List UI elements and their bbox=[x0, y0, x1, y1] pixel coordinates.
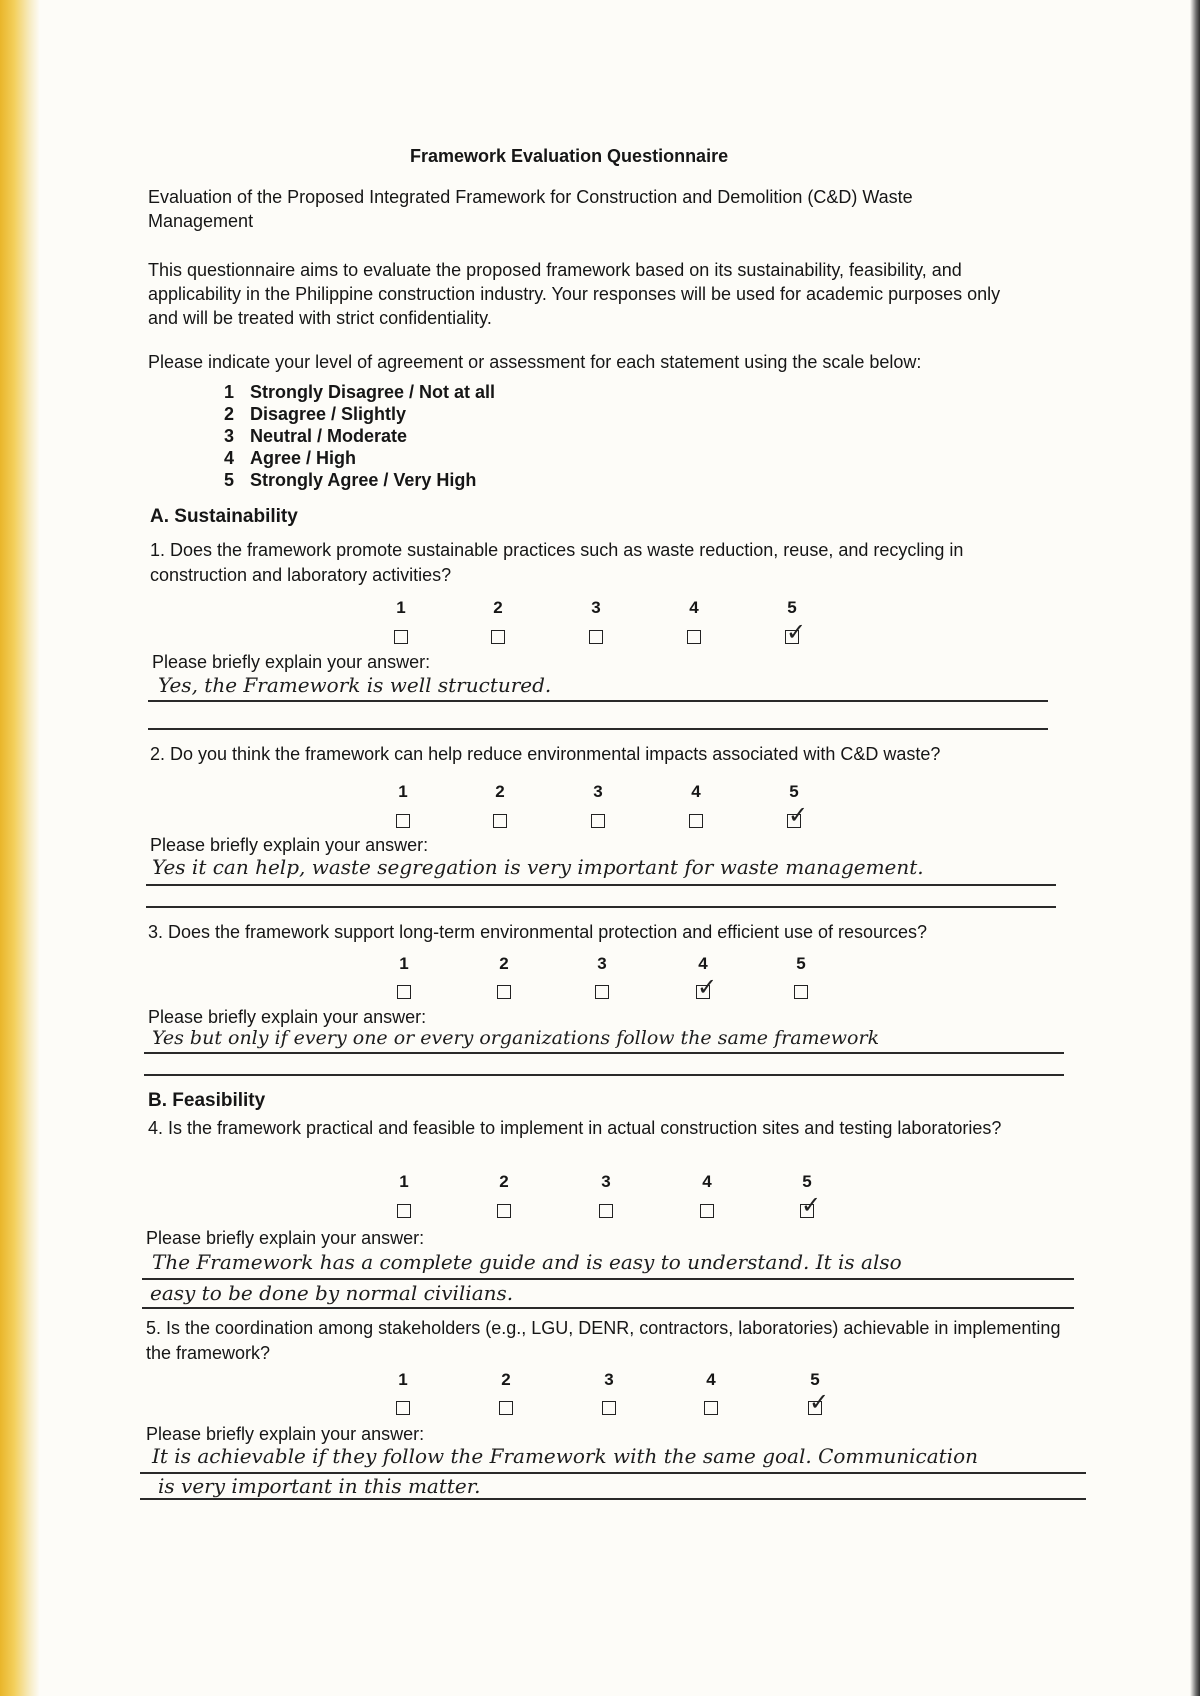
scale-item: 1 Strongly Disagree / Not at all bbox=[224, 382, 496, 402]
checkbox-2[interactable] bbox=[497, 1204, 511, 1218]
check-mark-icon: ✓ bbox=[786, 618, 807, 646]
intro-text: This questionnaire aims to evaluate the proposed framework based on its sustainability, feasibility, and applicability in the Philippine construction industry. Your responses will be used for academic purposes only and will be treated with strict confidentiality. bbox=[148, 260, 1001, 328]
answer-4-line-2: easy to be done by normal civilians. bbox=[150, 1281, 514, 1305]
option-label-1: 1 bbox=[399, 954, 409, 973]
option-label-3: 3 bbox=[593, 782, 603, 801]
question-3: 3. Does the framework support long-term environmental protection and efficient use of resources? bbox=[148, 922, 928, 942]
option-label-1: 1 bbox=[398, 782, 408, 801]
checkbox-1[interactable] bbox=[396, 1401, 410, 1415]
option-label-1: 1 bbox=[398, 1370, 408, 1389]
option-label-1: 1 bbox=[396, 598, 406, 617]
checkbox-1[interactable] bbox=[396, 814, 410, 828]
explain-label: Please briefly explain your answer: bbox=[150, 835, 429, 855]
option-label-5: 5 bbox=[810, 1370, 820, 1389]
option-label-3: 3 bbox=[601, 1172, 611, 1191]
option-label-4: 4 bbox=[702, 1172, 712, 1191]
check-mark-icon: ✓ bbox=[809, 1388, 830, 1416]
check-mark-icon: ✓ bbox=[697, 973, 718, 1001]
option-label-2: 2 bbox=[499, 1172, 509, 1191]
option-label-5: 5 bbox=[802, 1172, 812, 1191]
answer-3-line-1: Yes but only if every one or every organizations follow the same framework bbox=[152, 1027, 880, 1049]
question-2: 2. Do you think the framework can help reduce environmental impacts associated with C&D waste? bbox=[150, 744, 941, 764]
answer-5-line-2: is very important in this matter. bbox=[158, 1474, 481, 1498]
scale-instruction: Please indicate your level of agreement or assessment for each statement using the scale below: bbox=[148, 352, 922, 372]
answer-2-line-1: Yes it can help, waste segregation is very important for waste management. bbox=[152, 855, 924, 879]
intro-title: Evaluation of the Proposed Integrated Framework for Construction and Demolition (C&D) Waste Management bbox=[148, 187, 913, 231]
explain-label: Please briefly explain your answer: bbox=[146, 1424, 425, 1444]
answer-4-line-1: The Framework has a complete guide and is easy to understand. It is also bbox=[152, 1250, 902, 1274]
section-a-heading: A. Sustainability bbox=[150, 506, 298, 527]
option-label-2: 2 bbox=[495, 782, 505, 801]
option-label-3: 3 bbox=[597, 954, 607, 973]
scale-item: 3 Neutral / Moderate bbox=[224, 426, 408, 446]
checkbox-3[interactable] bbox=[602, 1401, 616, 1415]
checkbox-4[interactable] bbox=[700, 1204, 714, 1218]
option-label-4: 4 bbox=[698, 954, 708, 973]
option-label-4: 4 bbox=[706, 1370, 716, 1389]
scale-item: 5 Strongly Agree / Very High bbox=[224, 470, 477, 490]
explain-label: Please briefly explain your answer: bbox=[148, 1007, 427, 1027]
checkbox-3[interactable] bbox=[595, 985, 609, 999]
option-label-5: 5 bbox=[787, 598, 797, 617]
checkbox-4[interactable] bbox=[687, 630, 701, 644]
checkbox-4[interactable] bbox=[704, 1401, 718, 1415]
answer-line bbox=[142, 1278, 1074, 1280]
section-b-heading: B. Feasibility bbox=[148, 1090, 266, 1111]
explain-label: Please briefly explain your answer: bbox=[146, 1228, 425, 1248]
option-label-2: 2 bbox=[501, 1370, 511, 1389]
page-title: Framework Evaluation Questionnaire bbox=[410, 146, 729, 166]
answer-line bbox=[148, 728, 1048, 730]
answer-line bbox=[144, 1074, 1064, 1076]
option-label-2: 2 bbox=[499, 954, 509, 973]
checkbox-3[interactable] bbox=[591, 814, 605, 828]
check-mark-icon: ✓ bbox=[801, 1191, 822, 1219]
checkbox-1[interactable] bbox=[397, 1204, 411, 1218]
checkbox-2[interactable] bbox=[493, 814, 507, 828]
question-4: 4. Is the framework practical and feasible to implement in actual construction sites and testing laboratories? bbox=[148, 1118, 1002, 1138]
question-1: 1. Does the framework promote sustainable practices such as waste reduction, reuse, and recycling in construction and laboratory activities? bbox=[150, 540, 964, 585]
checkbox-1[interactable] bbox=[397, 985, 411, 999]
answer-line bbox=[146, 906, 1056, 908]
option-label-1: 1 bbox=[399, 1172, 409, 1191]
answer-line bbox=[142, 1307, 1074, 1309]
answer-1-line-1: Yes, the Framework is well structured. bbox=[158, 673, 552, 697]
checkbox-1[interactable] bbox=[394, 630, 408, 644]
checkbox-4[interactable] bbox=[689, 814, 703, 828]
check-mark-icon: ✓ bbox=[788, 801, 809, 829]
rating-scale bbox=[224, 382, 495, 492]
answer-line bbox=[140, 1498, 1086, 1500]
scale-item: 4 Agree / High bbox=[224, 448, 357, 468]
question-5: 5. Is the coordination among stakeholders (e.g., LGU, DENR, contractors, laboratories) achievable in implementing the framework? bbox=[146, 1318, 1061, 1363]
scale-item: 2 Disagree / Slightly bbox=[224, 404, 407, 424]
option-label-2: 2 bbox=[493, 598, 503, 617]
option-label-5: 5 bbox=[796, 954, 806, 973]
checkbox-5[interactable] bbox=[794, 985, 808, 999]
option-label-4: 4 bbox=[691, 782, 701, 801]
checkbox-2[interactable] bbox=[499, 1401, 513, 1415]
option-label-3: 3 bbox=[604, 1370, 614, 1389]
checkbox-3[interactable] bbox=[589, 630, 603, 644]
checkbox-2[interactable] bbox=[491, 630, 505, 644]
explain-label: Please briefly explain your answer: bbox=[152, 652, 431, 672]
option-label-3: 3 bbox=[591, 598, 601, 617]
checkbox-2[interactable] bbox=[497, 985, 511, 999]
option-label-5: 5 bbox=[789, 782, 799, 801]
answer-line bbox=[148, 700, 1048, 702]
checkbox-3[interactable] bbox=[599, 1204, 613, 1218]
answer-line bbox=[146, 884, 1056, 886]
answer-line bbox=[144, 1052, 1064, 1054]
option-label-4: 4 bbox=[689, 598, 699, 617]
answer-5-line-1: It is achievable if they follow the Framework with the same goal. Communication bbox=[152, 1444, 978, 1468]
